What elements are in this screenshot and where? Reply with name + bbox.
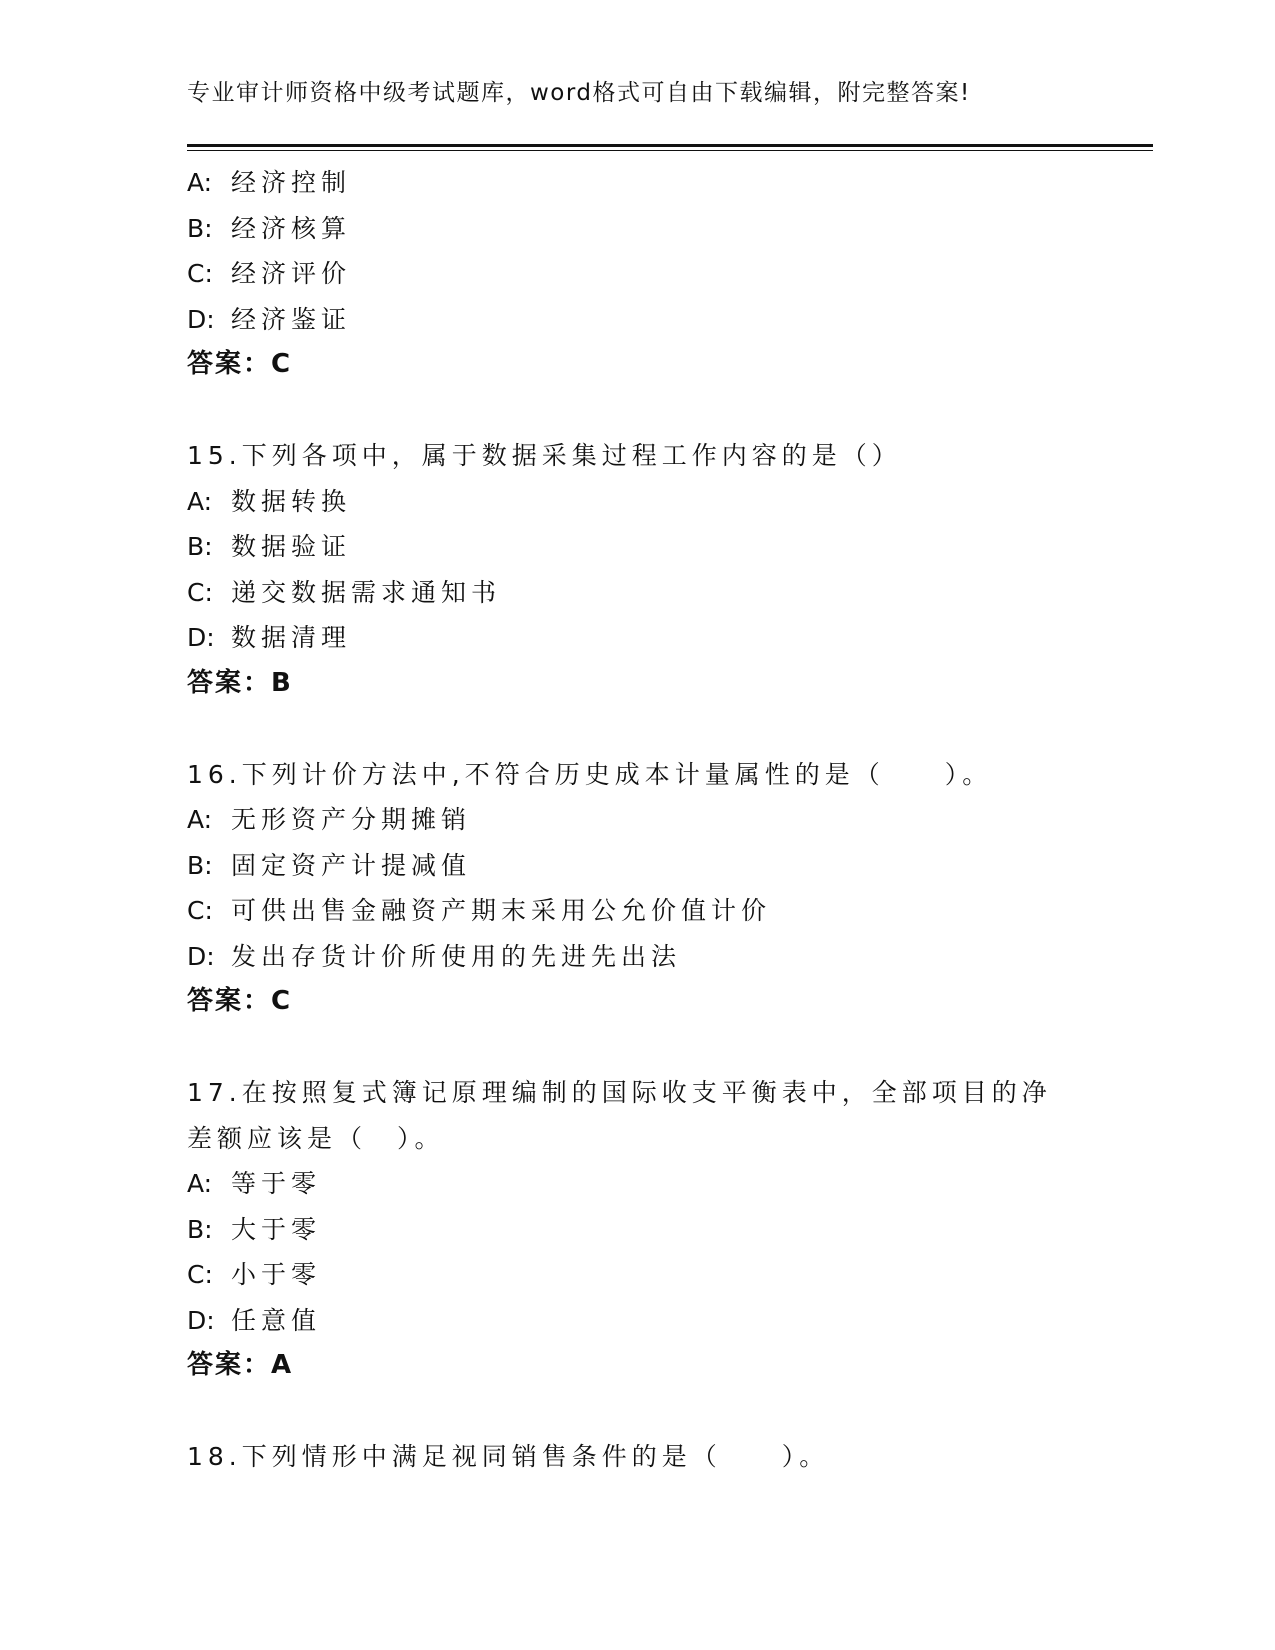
option-text: 小于零 bbox=[231, 1260, 322, 1289]
option-item bbox=[187, 1252, 1153, 1298]
option-item bbox=[187, 524, 1153, 570]
option-text: 任意值 bbox=[231, 1305, 322, 1335]
option-key: A: bbox=[187, 486, 213, 516]
option-text: 经济控制 bbox=[231, 168, 352, 197]
option-item bbox=[187, 570, 1153, 616]
option-text: 递交数据需求通知书 bbox=[231, 577, 502, 607]
option-item bbox=[187, 479, 1153, 525]
option-text: 数据验证 bbox=[231, 532, 352, 561]
option-key: D: bbox=[187, 304, 215, 334]
answer-text: 答案：C bbox=[187, 349, 293, 379]
question-block bbox=[187, 433, 1153, 752]
question-block bbox=[187, 752, 1153, 1071]
option-item bbox=[187, 843, 1153, 889]
option-text: 经济核算 bbox=[231, 213, 352, 243]
header-rule-thick bbox=[187, 144, 1153, 147]
option-item bbox=[187, 797, 1153, 843]
option-key: C: bbox=[187, 896, 213, 925]
option-text: 经济评价 bbox=[231, 259, 352, 288]
option-key: B: bbox=[187, 1214, 213, 1244]
option-item bbox=[187, 1207, 1153, 1253]
block-spacer bbox=[187, 388, 1153, 434]
option-key: C: bbox=[187, 259, 213, 288]
option-key: C: bbox=[187, 577, 213, 607]
question-text: 16.下列计价方法中,不符合历史成本计量属性的是（ ）。 bbox=[187, 759, 993, 789]
option-item bbox=[187, 251, 1153, 297]
option-text: 固定资产计提减值 bbox=[231, 850, 472, 880]
option-key: C: bbox=[187, 1260, 213, 1289]
option-key: D: bbox=[187, 941, 215, 971]
question-text: 17.在按照复式簿记原理编制的国际收支平衡表中，全部项目的净差额应该是（ ）。 bbox=[187, 1078, 1052, 1153]
question-block bbox=[187, 1434, 1153, 1480]
question-list bbox=[187, 160, 1153, 1480]
option-key: D: bbox=[187, 623, 215, 652]
block-spacer bbox=[187, 1025, 1153, 1071]
option-text: 经济鉴证 bbox=[231, 304, 352, 334]
option-text: 大于零 bbox=[231, 1214, 322, 1244]
option-key: A: bbox=[187, 168, 213, 197]
option-key: B: bbox=[187, 213, 213, 243]
option-item bbox=[187, 160, 1153, 206]
option-key: B: bbox=[187, 532, 213, 561]
block-spacer bbox=[187, 706, 1153, 752]
option-item bbox=[187, 297, 1153, 343]
page-header: 专业审计师资格中级考试题库，word格式可自由下载编辑，附完整答案! bbox=[187, 80, 971, 106]
option-item bbox=[187, 1161, 1153, 1207]
block-spacer bbox=[187, 1389, 1153, 1435]
question-block bbox=[187, 160, 1153, 433]
question-text: 18.下列情形中满足视同销售条件的是（ ）。 bbox=[187, 1442, 830, 1471]
option-text: 数据转换 bbox=[231, 486, 352, 516]
option-item bbox=[187, 615, 1153, 661]
option-key: B: bbox=[187, 850, 213, 880]
option-key: A: bbox=[187, 805, 213, 834]
option-text: 无形资产分期摊销 bbox=[231, 805, 472, 834]
option-text: 数据清理 bbox=[231, 623, 352, 652]
option-text: 等于零 bbox=[231, 1169, 322, 1198]
option-item bbox=[187, 1298, 1153, 1344]
question-block bbox=[187, 1070, 1153, 1434]
answer-text: 答案：A bbox=[187, 1350, 294, 1380]
answer-text: 答案：B bbox=[187, 667, 293, 698]
option-text: 可供出售金融资产期末采用公允价值计价 bbox=[231, 896, 772, 925]
option-key: D: bbox=[187, 1305, 215, 1335]
option-item bbox=[187, 934, 1153, 980]
option-item bbox=[187, 206, 1153, 252]
question-text: 15.下列各项中，属于数据采集过程工作内容的是（） bbox=[187, 441, 902, 470]
option-text: 发出存货计价所使用的先进先出法 bbox=[231, 941, 682, 971]
answer-text: 答案：C bbox=[187, 986, 293, 1016]
option-key: A: bbox=[187, 1169, 213, 1198]
header-rule-thin bbox=[187, 150, 1153, 151]
option-item bbox=[187, 888, 1153, 934]
